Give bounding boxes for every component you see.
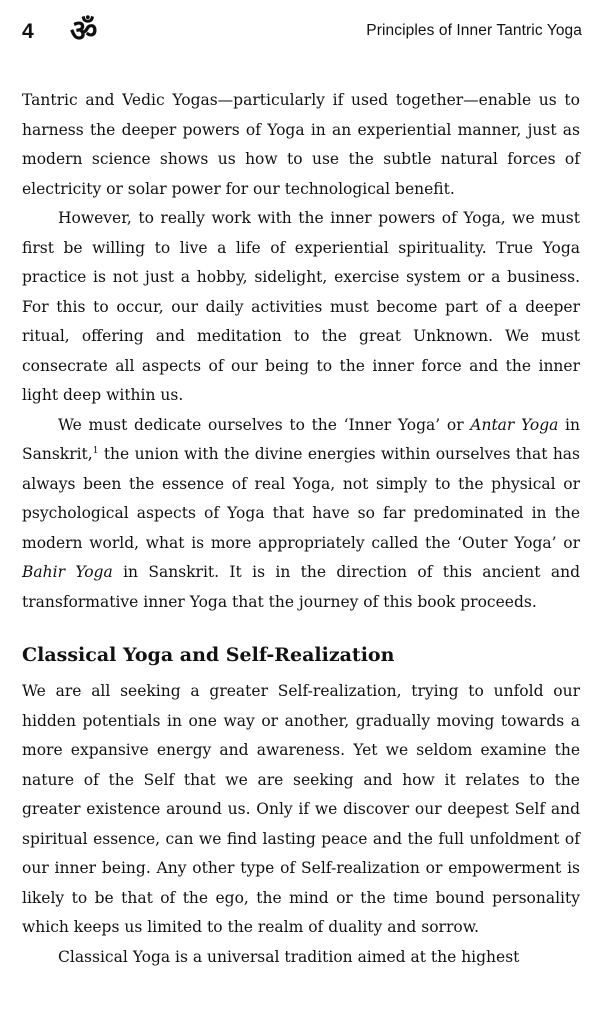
paragraph-1: Tantric and Vedic Yogas—particularly if used together—enable us to harness the deeper powers of Yoga in an experiential manner, just as modern science shows us how to use the subtle natural forces of electricity or solar power for our technological benefit. — [22, 91, 580, 198]
term-bahir-yoga: Bahir Yoga — [22, 563, 113, 581]
footnote-marker[interactable]: 1 — [92, 445, 99, 456]
paragraph-2: However, to really work with the inner powers of Yoga, we must first be willing to live a life of experiential spirituality. True Yoga practice is not just a hobby, sidelight, exercise system or a business. For this to occur, our daily activities must become part of a deeper ritual, offering and meditation to the great Unknown. We must consecrate all aspects of our being to the inner force and the inner light deep within us. — [22, 209, 580, 404]
term-antar-yoga: Antar Yoga — [470, 415, 559, 434]
section-paragraph-2: Classical Yoga is a universal tradition aimed at the highest — [58, 947, 520, 966]
om-symbol-icon: ॐ — [70, 14, 98, 49]
paragraph-3-text-d: the union with the divine energies within ourselves that has always been the essence of real Yoga, not simply to the physical or psychological aspects of Yoga that have so far predominated in the modern world, what is more appropriately called the ‘Outer Yoga’ or — [22, 445, 580, 552]
running-title: Principles of Inner Tantric Yoga — [366, 22, 582, 39]
section-paragraph-1: We are all seeking a greater Self-realization, trying to unfold our hidden potentials in one way or another, gradually moving towards a more expansive energy and awareness. Yet we seldom examine the nature of the Self that we are seeking and how it relates to the greater existence around us. Only if we discover our deepest Self and spiritual essence, can we find lasting peace and the full unfoldment of our inner being. Any other type of Self-realization or empowerment is likely to be that of the ego, the mind or the time bound personality which keeps us limited to the realm of duality and sorrow. — [22, 682, 580, 936]
section-heading: Classical Yoga and Self-Realization — [22, 644, 395, 666]
page-number: 4 — [22, 20, 34, 43]
paragraph-3 — [22, 411, 580, 618]
paragraph-3-text-c: in Sanskrit, — [22, 415, 580, 463]
page-header — [22, 14, 582, 54]
body-text — [22, 86, 580, 972]
paragraph-3-text-a: We must dedicate ourselves to the ‘Inner Yoga’ or — [58, 415, 471, 434]
paragraph-3-text-f: in Sanskrit. It is in the direction of this ancient and transformative inner Yoga that the journey of this book proceeds. — [22, 563, 580, 611]
